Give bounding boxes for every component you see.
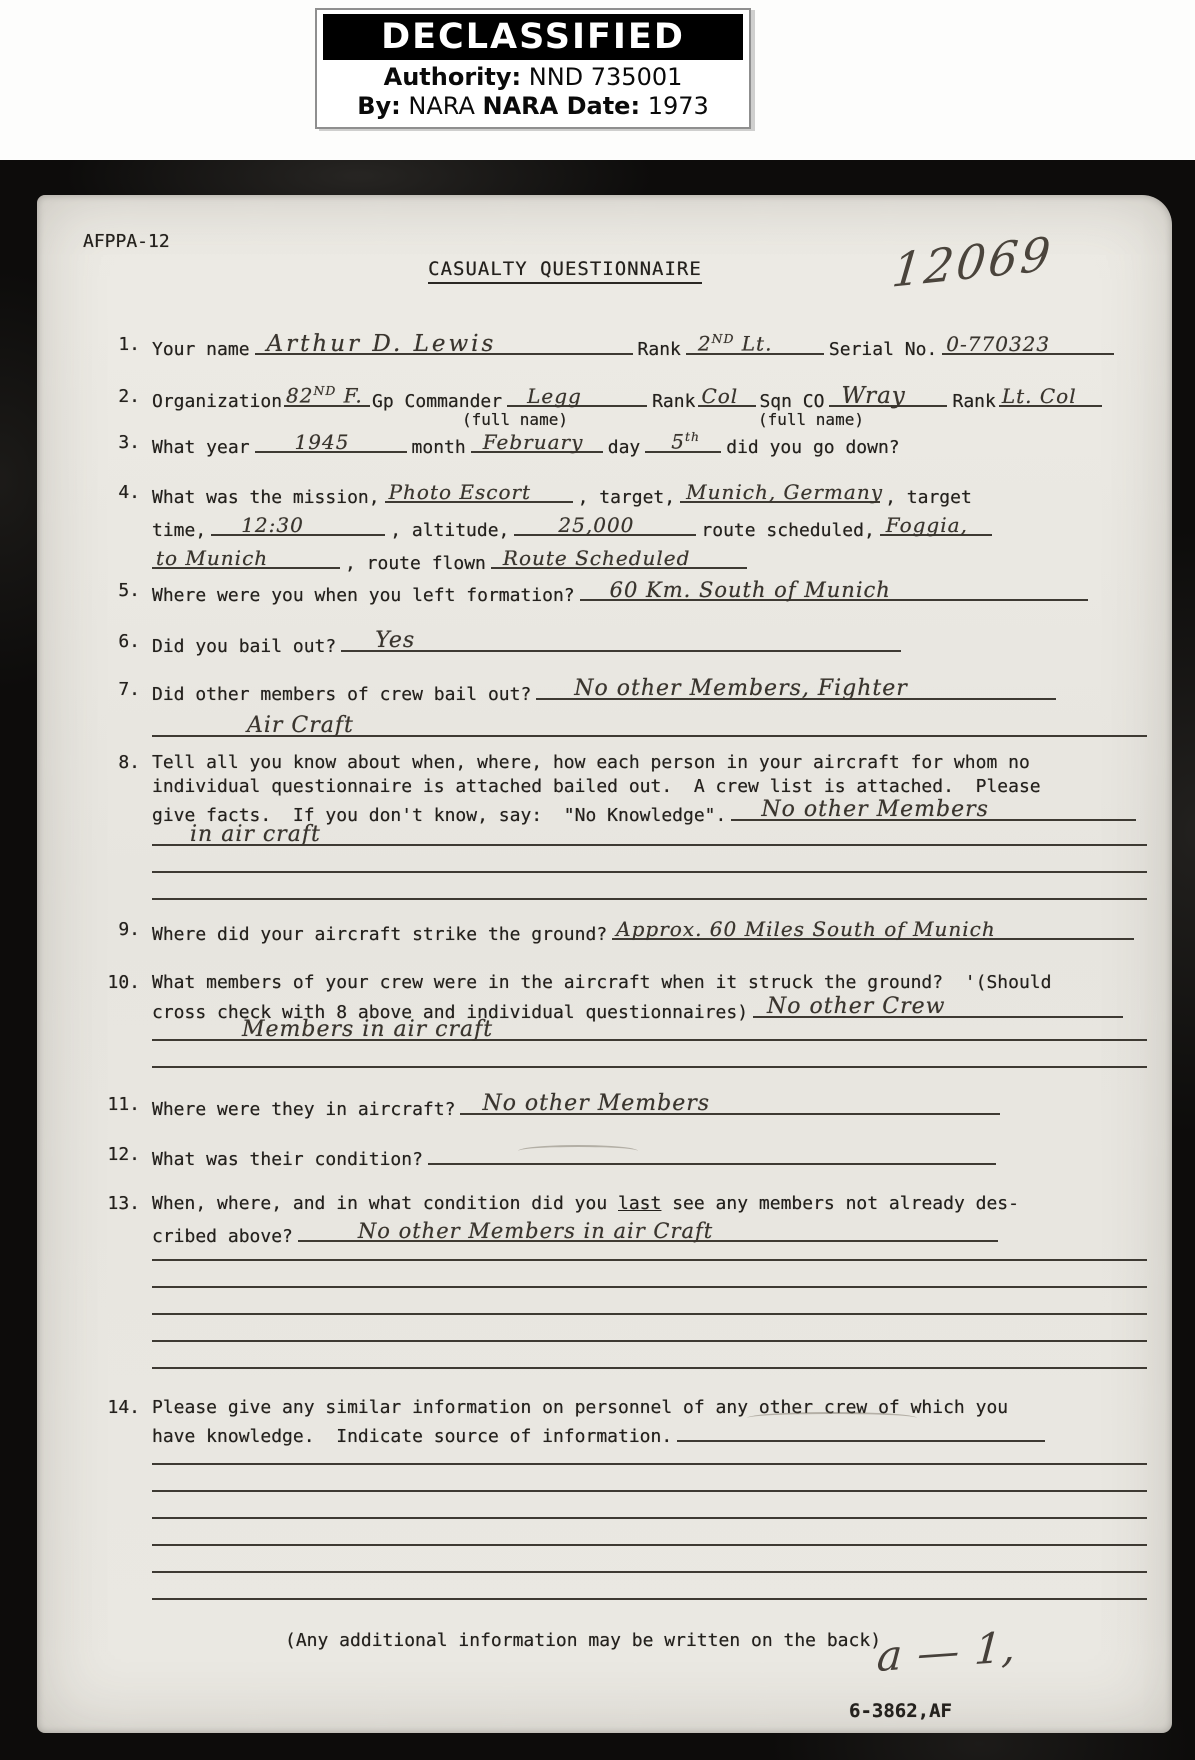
- q4-label-mission: What was the mission,: [152, 487, 380, 508]
- q4-target-answer: Munich, Germany: [686, 480, 883, 504]
- q14-text-line-2: have knowledge. Indicate source of information.: [152, 1426, 673, 1447]
- q6-blank: [341, 630, 901, 652]
- q3-label-year: What year: [152, 437, 250, 458]
- q8-answer-1: No other Members: [761, 797, 989, 822]
- q8-text-line-1: Tell all you know about when, where, how each person in your aircraft for whom no: [152, 752, 1030, 773]
- q7-answer-2: Air Craft: [247, 713, 354, 738]
- q9-blank: [612, 918, 1134, 940]
- q5-blank: [580, 579, 1088, 601]
- q13-blank-5: [152, 1315, 1147, 1342]
- q3-label-go-down: did you go down?: [726, 437, 900, 458]
- q2-sqn-co-blank: [829, 385, 947, 407]
- q4-label-target: , target,: [577, 487, 676, 508]
- question-9-number: 9.: [118, 919, 140, 940]
- q7-answer-1: No other Members, Fighter: [574, 676, 908, 701]
- q13-text-post: see any members not already des-: [661, 1193, 1019, 1214]
- question-10: [107, 971, 1152, 1068]
- q1-name-answer: Arthur D. Lewis: [266, 331, 497, 357]
- declassified-stamp: [315, 8, 751, 129]
- question-12: [107, 1143, 1152, 1172]
- q4-altitude-answer: 25,000: [558, 513, 635, 537]
- stamp-date-value: 1973: [640, 92, 709, 120]
- q6-label: Did you bail out?: [152, 636, 337, 657]
- q11-blank: [460, 1093, 1000, 1115]
- q7-blank-2: [152, 710, 1147, 737]
- q10-answer-2: Members in air craft: [242, 1017, 494, 1042]
- question-3-number: 3.: [118, 432, 140, 453]
- q3-label-day: day: [607, 437, 641, 458]
- q14-blank-2: [152, 1449, 1147, 1465]
- q1-label-rank: Rank: [637, 339, 681, 360]
- q5-label: Where were you when you left formation?: [152, 585, 575, 606]
- q3-month-answer: February: [482, 430, 584, 454]
- q9-answer: Approx. 60 Miles South of Munich: [616, 917, 996, 941]
- question-7-number: 7.: [118, 679, 140, 700]
- q3-month-blank: [471, 431, 603, 453]
- q4-route-scheduled-answer-1: Foggia,: [885, 513, 968, 537]
- question-4: [118, 480, 1152, 576]
- form-code: 6-3862,AF: [849, 1700, 952, 1722]
- question-3: [118, 429, 1152, 460]
- q1-serial-blank: [942, 333, 1114, 355]
- q8-blank-2: [152, 822, 1147, 847]
- question-12-number: 12.: [107, 1144, 140, 1165]
- handwritten-footer-mark: a — 1,: [875, 1621, 1019, 1682]
- question-5: [118, 578, 1152, 608]
- question-10-number: 10.: [107, 972, 140, 993]
- q8-text-line-2: individual questionnaire is attached bailed out. A crew list is attached. Please: [152, 776, 1041, 797]
- q11-answer: No other Members: [482, 1091, 711, 1116]
- document-title: CASUALTY QUESTIONNAIRE: [115, 258, 1015, 280]
- scanned-document: [0, 160, 1195, 1760]
- q1-rank-blank: [686, 333, 824, 355]
- pencil-mark: [747, 1412, 917, 1424]
- q10-blank-3: [152, 1041, 1147, 1068]
- q4-label-target2: , target: [885, 487, 972, 508]
- q4-target-blank: [680, 480, 883, 504]
- q12-label: What was their condition?: [152, 1149, 423, 1170]
- q4-route-scheduled-blank-1: [880, 514, 992, 536]
- q11-label: Where were they in aircraft?: [152, 1099, 456, 1120]
- questionnaire-paper: [37, 195, 1172, 1733]
- q4-route-scheduled-blank-2: [152, 547, 340, 569]
- q2-full-name-caption-1: (full name): [462, 410, 568, 429]
- question-1: [118, 331, 1152, 362]
- q1-name-blank: [255, 333, 633, 355]
- q4-label-altitude: , altitude,: [390, 520, 510, 541]
- q13-blank-1: [298, 1220, 998, 1242]
- pencil-mark: [518, 1145, 638, 1157]
- q13-text-pre: When, where, and in what condition did you: [152, 1193, 618, 1214]
- question-8-number: 8.: [118, 752, 140, 773]
- declassified-stamp-title: DECLASSIFIED: [323, 14, 743, 60]
- q1-rank-answer: 2ND Lt.: [697, 331, 773, 356]
- question-13: [107, 1192, 1152, 1369]
- question-4-number: 4.: [118, 482, 140, 503]
- q3-label-month: month: [411, 437, 466, 458]
- q14-blank-4: [152, 1492, 1147, 1519]
- q4-mission-answer: Photo Escort: [388, 480, 532, 504]
- footer-note: (Any additional information may be written on the back): [285, 1630, 882, 1651]
- stamp-authority-value: NND 735001: [521, 63, 683, 91]
- q2-organization-blank: [284, 385, 370, 407]
- q2-rank2-answer: Lt. Col: [1001, 384, 1077, 408]
- q10-blank-1: [753, 996, 1123, 1018]
- question-11: [107, 1091, 1152, 1122]
- q10-text-line-2: cross check with 8 above and individual questionnaires): [152, 1002, 749, 1023]
- question-8: [118, 751, 1152, 900]
- q13-blank-4: [152, 1288, 1147, 1315]
- q14-blank-5: [152, 1519, 1147, 1546]
- q14-blank-6: [152, 1546, 1147, 1573]
- q4-label-route-scheduled: route scheduled,: [701, 520, 875, 541]
- q4-time-blank: [211, 514, 385, 536]
- q8-blank-4: [152, 873, 1147, 900]
- question-2-number: 2.: [118, 386, 140, 407]
- q8-blank-1: [731, 799, 1136, 821]
- q9-label: Where did your aircraft strike the ground?: [152, 924, 608, 945]
- q14-text-line-1: Please give any similar information on personnel of any other crew of which you: [152, 1397, 1009, 1418]
- q4-altitude-blank: [514, 514, 696, 536]
- question-7: [118, 676, 1152, 738]
- q1-serial-answer: 0-770323: [946, 332, 1051, 356]
- question-5-number: 5.: [118, 580, 140, 601]
- q2-label-rank1: Rank: [652, 391, 696, 412]
- q13-text-line-2: cribed above?: [152, 1226, 293, 1247]
- q10-text-line-1: What members of your crew were in the aircraft when it struck the ground? '(Should: [152, 972, 1052, 993]
- q2-organization-answer: 82ND F.: [286, 383, 363, 408]
- q2-rank2-blank: [999, 385, 1102, 407]
- question-6-number: 6.: [118, 631, 140, 652]
- q2-label-rank2: Rank: [952, 391, 996, 412]
- q5-answer: 60 Km. South of Munich: [609, 578, 891, 602]
- stamp-by-line: [317, 92, 749, 121]
- q10-blank-2: [152, 1017, 1147, 1042]
- handwritten-page-number: 12069: [889, 226, 1056, 298]
- question-1-number: 1.: [118, 334, 140, 355]
- q8-answer-2: in air craft: [190, 822, 321, 847]
- q4-route-scheduled-answer-2: to Munich: [156, 546, 269, 570]
- q12-blank: [428, 1143, 996, 1165]
- q8-text-line-3: give facts. If you don't know, say: "No Knowledge".: [152, 805, 727, 826]
- stamp-authority-label: Authority:: [383, 63, 522, 91]
- q13-blank-3: [152, 1261, 1147, 1288]
- q2-label-sqn-co: Sqn CO: [759, 391, 825, 412]
- q2-rank1-answer: Col: [701, 384, 739, 408]
- q7-label: Did other members of crew bail out?: [152, 684, 532, 705]
- q2-rank1-blank: [698, 385, 756, 407]
- q13-blank-6: [152, 1342, 1147, 1369]
- q4-time-answer: 12:30: [241, 513, 304, 537]
- q2-label-organization: Organization: [152, 391, 283, 412]
- question-14: [107, 1396, 1152, 1600]
- q1-label-serial: Serial No.: [828, 339, 938, 360]
- question-2: [118, 383, 1152, 429]
- q13-blank-2: [152, 1249, 1147, 1261]
- question-14-number: 14.: [107, 1397, 140, 1418]
- stamp-by-label: By:: [357, 92, 401, 120]
- q2-commander-answer: Legg: [527, 384, 582, 408]
- question-6: [118, 628, 1152, 659]
- q4-route-flown-blank: [491, 547, 747, 569]
- question-9: [118, 917, 1152, 947]
- q4-label-route-flown: , route flown: [345, 553, 486, 574]
- q14-blank-7: [152, 1573, 1147, 1600]
- question-11-number: 11.: [107, 1094, 140, 1115]
- q8-blank-3: [152, 846, 1147, 873]
- q2-full-name-caption-2: (full name): [758, 410, 864, 429]
- q4-route-flown-answer: Route Scheduled: [502, 546, 691, 570]
- q4-label-time: time,: [152, 520, 207, 541]
- q3-year-answer: 1945: [294, 430, 350, 454]
- form-number: AFPPA-12: [83, 231, 170, 252]
- q13-text-underlined: last: [618, 1193, 662, 1214]
- q1-label-name: Your name: [152, 339, 250, 360]
- stamp-date-label: NARA Date:: [482, 92, 641, 120]
- q7-blank-1: [536, 678, 1056, 700]
- q3-day-answer: 5th: [671, 429, 700, 454]
- question-13-number: 13.: [107, 1193, 140, 1214]
- stamp-authority-line: [317, 63, 749, 92]
- q3-day-blank: [645, 431, 721, 453]
- q2-commander-blank: [507, 385, 647, 407]
- q14-blank-1: [677, 1420, 1045, 1442]
- q3-year-blank: [255, 431, 407, 453]
- q13-answer: No other Members in air Craft: [357, 1219, 714, 1243]
- q2-label-commander: Gp Commander: [372, 391, 503, 412]
- q4-mission-blank: [385, 481, 573, 503]
- q10-answer-1: No other Crew: [767, 994, 946, 1019]
- q2-sqn-co-answer: Wray: [841, 383, 906, 409]
- q14-blank-3: [152, 1465, 1147, 1492]
- q6-answer: Yes: [375, 628, 416, 653]
- stamp-by-value: NARA: [400, 92, 483, 120]
